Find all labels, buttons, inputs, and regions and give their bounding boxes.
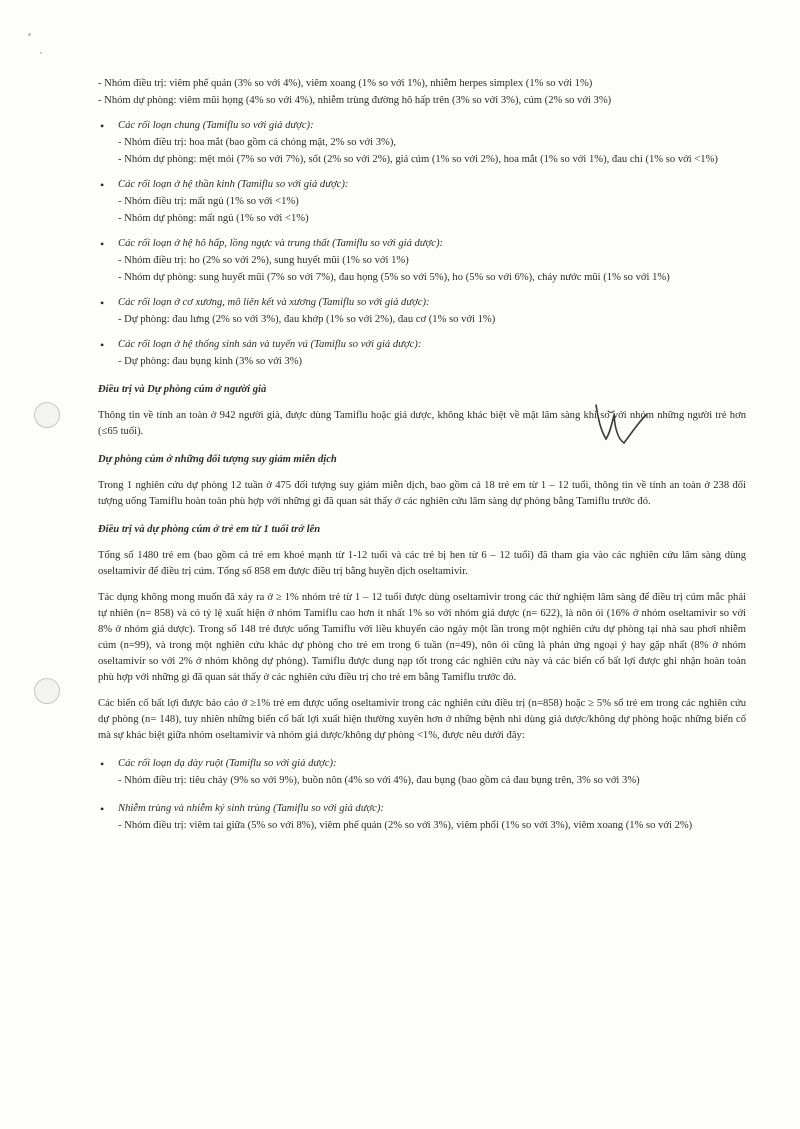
bullet-title: Các rối loạn ở hệ thống sinh sản và tuyến vú (Tamiflu so với giả dược): <box>118 339 422 350</box>
list-line: - Nhóm điều trị: viêm tai giữa (5% so với 8%), viêm phế quản (2% so với 3%), viêm phổi (1% so với 3%), viêm xoang (1% so với 2%) <box>118 820 693 831</box>
paragraph-adverse-events-summary: Các biến cố bất lợi được báo cáo ở ≥1% trẻ em được uống oseltamivir trong các nghiên cứu điều trị (n=858) hoặc ≥ 5% số trẻ em trong các nghiên cứu dự phòng (n= 148), tuy nhiên những biến cố bất lợi xuất hiện thường xuyên hơn ở những bệnh nhi dùng giả dược/không dự phòng hoặc những biến cố mà sự khác biệt giữa nhóm oseltamivir và nhóm giả dược/không dự phòng <1%, được nêu dưới đây: <box>98 698 746 741</box>
bullet-title: Nhiễm trùng và nhiễm ký sinh trùng (Tamiflu so với giả dược): <box>118 803 384 814</box>
bullet-icon: • <box>100 296 105 310</box>
bullet-icon: • <box>100 178 105 192</box>
list-line: - Dự phòng: đau bụng kinh (3% so với 3%) <box>118 356 303 367</box>
paragraph-children-enrollment: Tổng số 1480 trẻ em (bao gồm cả trẻ em khoẻ mạnh từ 1-12 tuổi và các trẻ bị hen từ 6 – 12 tuổi) đã tham gia vào các nghiên cứu lâm sàng dùng oseltamivir để điều trị cúm. Tổng số 858 em được điều trị bằng huyền dịch oseltamivir. <box>98 550 746 577</box>
list-line: - Nhóm điều trị: viêm phế quản (3% so với 4%), viêm xoang (1% so với 1%), nhiễm herpes simplex (1% so với 1%) <box>98 78 593 89</box>
paragraph-immunocompromised: Trong 1 nghiên cứu dự phòng 12 tuần ở 475 đối tượng suy giảm miễn dịch, bao gồm cả 18 trẻ em từ 1 – 12 tuổi, thông tin về tính an toàn ở 238 đối tượng uống Tamiflu hoàn toàn phù hợp với những gì đã quan sát thấy ở các nghiên cứu lâm sàng dự phòng bằng Tamiflu trước đó. <box>98 480 746 507</box>
bullet-group <box>98 118 746 168</box>
bullet-title: Các rối loạn dạ dày ruột (Tamiflu so với giả dược): <box>118 758 337 769</box>
section-heading-elderly: Điều trị và Dự phòng cúm ở người già <box>98 384 267 395</box>
list-line: - Nhóm dự phòng: sung huyết mũi (7% so với 7%), đau họng (5% so với 5%), ho (5% so với 6%), chảy nước mũi (1% so với 1%) <box>118 272 670 283</box>
bullet-group <box>98 756 746 789</box>
bullet-title: Các rối loạn chung (Tamiflu so với giả dược): <box>118 120 314 131</box>
paragraph-elderly: Thông tin về tính an toàn ở 942 người già, được dùng Tamiflu hoặc giả dược, không khác biệt về mặt lâm sàng khi so với nhóm những người trẻ hơn (≤65 tuổi). <box>98 410 746 437</box>
list-line: - Nhóm điều trị: ho (2% so với 2%), sung huyết mũi (1% so với 1%) <box>118 255 409 266</box>
list-line: - Dự phòng: đau lưng (2% so với 3%), đau khớp (1% so với 2%), đau cơ (1% so với 1%) <box>118 314 496 325</box>
section-heading-children: Điều trị và dự phòng cúm ở trẻ em từ 1 tuổi trở lên <box>98 524 321 535</box>
bullet-group <box>98 801 746 834</box>
scan-speck <box>40 52 42 54</box>
list-line: - Nhóm điều trị: mất ngủ (1% so với <1%) <box>118 196 299 207</box>
section-heading-immunocompromised: Dự phòng cúm ở những đối tượng suy giảm miễn dịch <box>98 454 337 465</box>
list-line: - Nhóm dự phòng: mệt mỏi (7% so với 7%), sốt (2% so với 2%), giả cúm (1% so với 2%), hoa mắt (1% so với 1%), đau chi (1% so với <1%) <box>118 154 718 165</box>
paragraph-children-adverse-effects: Tác dụng không mong muốn đã xảy ra ở ≥ 1% nhóm trẻ từ 1 – 12 tuổi được dùng oseltamivir trong các thử nghiệm lâm sàng để điều trị cúm mắc phải tự nhiên (n= 858) và có tỷ lệ xuất hiện ở nhóm Tamiflu cao hơn ít nhất 1% so với nhóm giả dược (n= 622), là nôn ói (16% ở nhóm oseltamivir so với 8% ở nhóm giả dược). Trong số 148 trẻ được uống Tamiflu với liều khuyến cáo ngày một lần trong một nghiên cứu dự phòng tại nhà sau phơi nhiễm cúm (n=99), và trong một nghiên cứu khác dự phòng cho trẻ em trong 6 tuần (n=49), nôn ói cũng là phản ứng ngoại ý hay gặp nhất (8% ở nhóm oseltamivir so với 2% ở nhóm không dự phòng). Tamiflu được dung nạp tốt trong các nghiên cứu này và các biến cố bất lợi được ghi nhận hoàn toàn phù hợp với những gì đã quan sát thấy ở các nghiên cứu điều trị cho trẻ em bằng Tamiflu trước đó. <box>98 592 746 683</box>
punch-hole <box>34 402 60 428</box>
bullet-icon: • <box>100 757 105 771</box>
scan-speck <box>28 33 31 36</box>
bullet-title: Các rối loạn ở hệ hô hấp, lồng ngực và trung thất (Tamiflu so với giả dược): <box>118 238 444 249</box>
bullet-group <box>98 236 746 286</box>
bullet-title: Các rối loạn ở cơ xương, mô liên kết và xương (Tamiflu so với giả dược): <box>118 297 430 308</box>
list-line: - Nhóm dự phòng: viêm mũi họng (4% so với 4%), nhiễm trùng đường hô hấp trên (3% so với 3%), cúm (2% so với 3%) <box>98 95 612 106</box>
adverse-effects-list-adults <box>98 118 746 370</box>
list-line: - Nhóm điều trị: tiêu chảy (9% so với 9%), buồn nôn (4% so với 4%), đau bụng (bao gồm cả đau bụng trên, 3% so với 3%) <box>118 775 640 786</box>
bullet-icon: • <box>100 338 105 352</box>
adverse-effects-list-children <box>98 756 746 834</box>
bullet-group <box>98 177 746 227</box>
top-lines <box>98 76 746 109</box>
document-body <box>98 76 746 835</box>
list-line: - Nhóm điều trị: hoa mắt (bao gồm cả chóng mặt, 2% so với 3%), <box>118 137 397 148</box>
bullet-group <box>98 337 746 370</box>
bullet-icon: • <box>100 237 105 251</box>
bullet-group <box>98 295 746 328</box>
bullet-icon: • <box>100 802 105 816</box>
punch-hole <box>34 678 60 704</box>
list-line: - Nhóm dự phòng: mất ngủ (1% so với <1%) <box>118 213 309 224</box>
bullet-icon: • <box>100 119 105 133</box>
bullet-title: Các rối loạn ở hệ thần kinh (Tamiflu so với giả dược): <box>118 179 349 190</box>
